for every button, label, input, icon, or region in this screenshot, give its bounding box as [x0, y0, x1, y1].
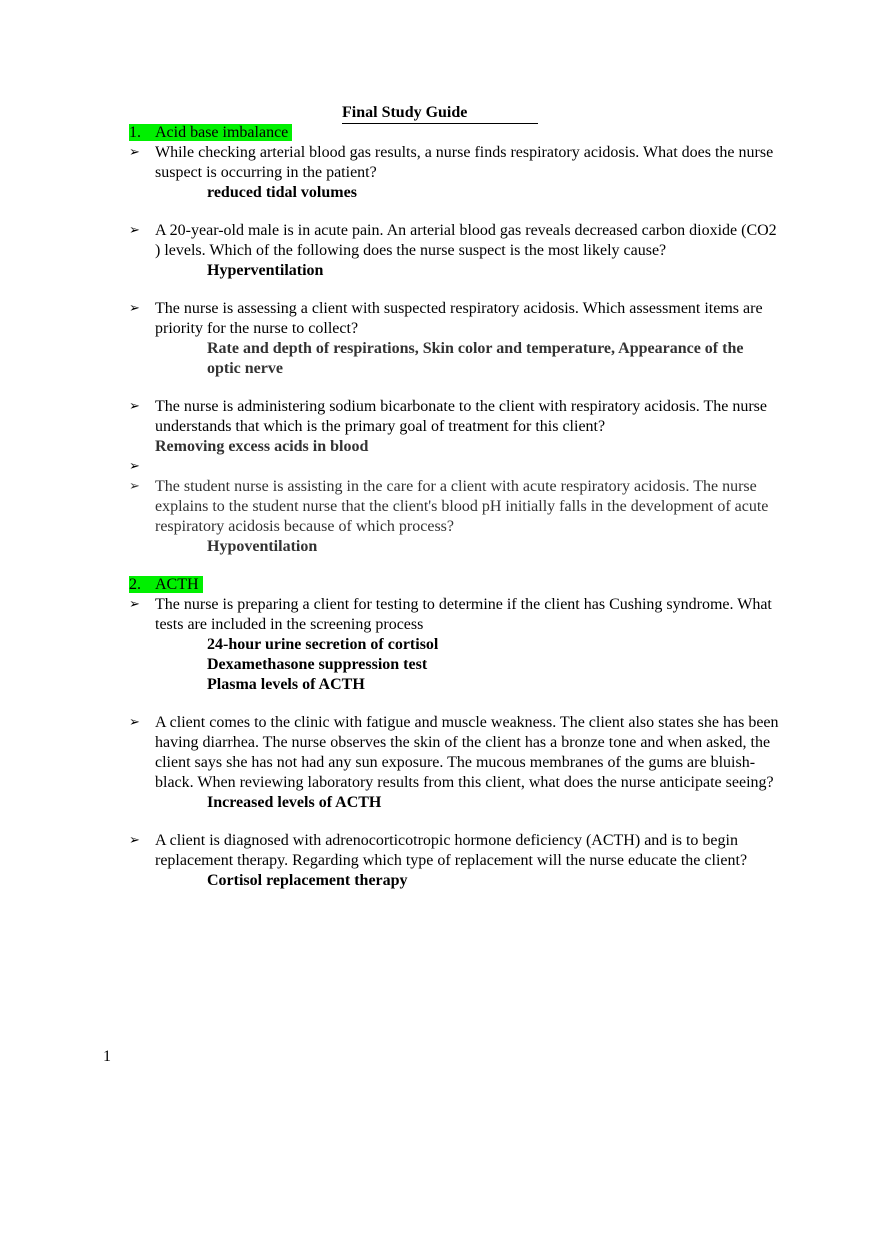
- question-text: The nurse is preparing a client for testing to determine if the client has Cushing syndrome. What tests are included in the screening process: [155, 596, 772, 633]
- question-item: [129, 595, 780, 635]
- question-text: A 20-year-old male is in acute pain. An arterial blood gas reveals decreased carbon dioxide (CO2 ) levels. Which of the following does the nurse suspect is the most likely cause?: [155, 222, 777, 259]
- question-item: [129, 221, 780, 261]
- section-highlight: [129, 576, 203, 593]
- bullet-arrow-icon: ➢: [129, 597, 140, 612]
- bullet-arrow-icon: ➢: [129, 223, 140, 238]
- section-highlight: [129, 124, 292, 141]
- question-item: [129, 477, 780, 537]
- answer-text: Plasma levels of ACTH: [207, 676, 365, 693]
- section-heading-acid-base: [129, 123, 880, 143]
- answer-text: reduced tidal volumes: [207, 184, 357, 201]
- bullet-arrow-icon: ➢: [129, 301, 140, 316]
- section-heading-acth: [129, 575, 880, 595]
- document-body: [0, 123, 880, 891]
- question-item: [129, 299, 780, 339]
- bullet-arrow-icon: ➢: [129, 399, 140, 414]
- bullet-arrow-icon: ➢: [129, 833, 140, 848]
- page-number: 1: [103, 1048, 111, 1065]
- question-text: A client comes to the clinic with fatigue and muscle weakness. The client also states she has been having diarrhea. The nurse observes the skin of the client has a bronze tone and when asked, the client says she has not had any sun exposure. The mucous membranes of the gums are bluish-black. When reviewing laboratory results from this client, what does the nurse anticipate seeing?: [155, 714, 779, 791]
- empty-bullet: [129, 457, 780, 477]
- question-text: The student nurse is assisting in the care for a client with acute respiratory acidosis. The nurse explains to the student nurse that the client's blood pH initially falls in the development of acute respiratory acidosis because of which process?: [155, 478, 769, 535]
- question-item: [129, 397, 780, 437]
- answer-text: Cortisol replacement therapy: [207, 872, 408, 889]
- answer-text: Dexamethasone suppression test: [207, 656, 428, 673]
- question-text: While checking arterial blood gas results, a nurse finds respiratory acidosis. What does the nurse suspect is occurring in the patient?: [155, 144, 774, 181]
- section-label: ACTH: [155, 576, 199, 593]
- answer-text: 24-hour urine secretion of cortisol: [207, 636, 439, 653]
- answer-text: Hypoventilation: [207, 538, 318, 555]
- bullet-arrow-icon: ➢: [129, 479, 140, 494]
- question-text: The nurse is administering sodium bicarbonate to the client with respiratory acidosis. The nurse understands that which is the primary goal of treatment for this client?: [155, 398, 767, 435]
- answer-text: Hyperventilation: [207, 262, 324, 279]
- answer-text: Increased levels of ACTH: [207, 794, 382, 811]
- question-item: [129, 713, 780, 793]
- answer-text: Rate and depth of respirations, Skin color and temperature, Appearance of the optic nerve: [207, 340, 744, 377]
- bullet-arrow-icon: ➢: [129, 715, 140, 730]
- bullet-arrow-icon: ➢: [129, 459, 140, 474]
- question-item: [129, 831, 780, 871]
- bullet-arrow-icon: ➢: [129, 145, 140, 160]
- section-number: 1.: [129, 124, 141, 141]
- question-item: [129, 143, 780, 183]
- section-number: 2.: [129, 576, 141, 593]
- question-text: The nurse is assessing a client with suspected respiratory acidosis. Which assessment items are priority for the nurse to collect?: [155, 300, 763, 337]
- section-label: Acid base imbalance: [155, 124, 289, 141]
- page-title: Final Study Guide: [342, 103, 538, 124]
- answer-text: Removing excess acids in blood: [155, 438, 369, 455]
- question-text: A client is diagnosed with adrenocorticotropic hormone deficiency (ACTH) and is to begin replacement therapy. Regarding which type of replacement will the nurse educate the client?: [155, 832, 748, 869]
